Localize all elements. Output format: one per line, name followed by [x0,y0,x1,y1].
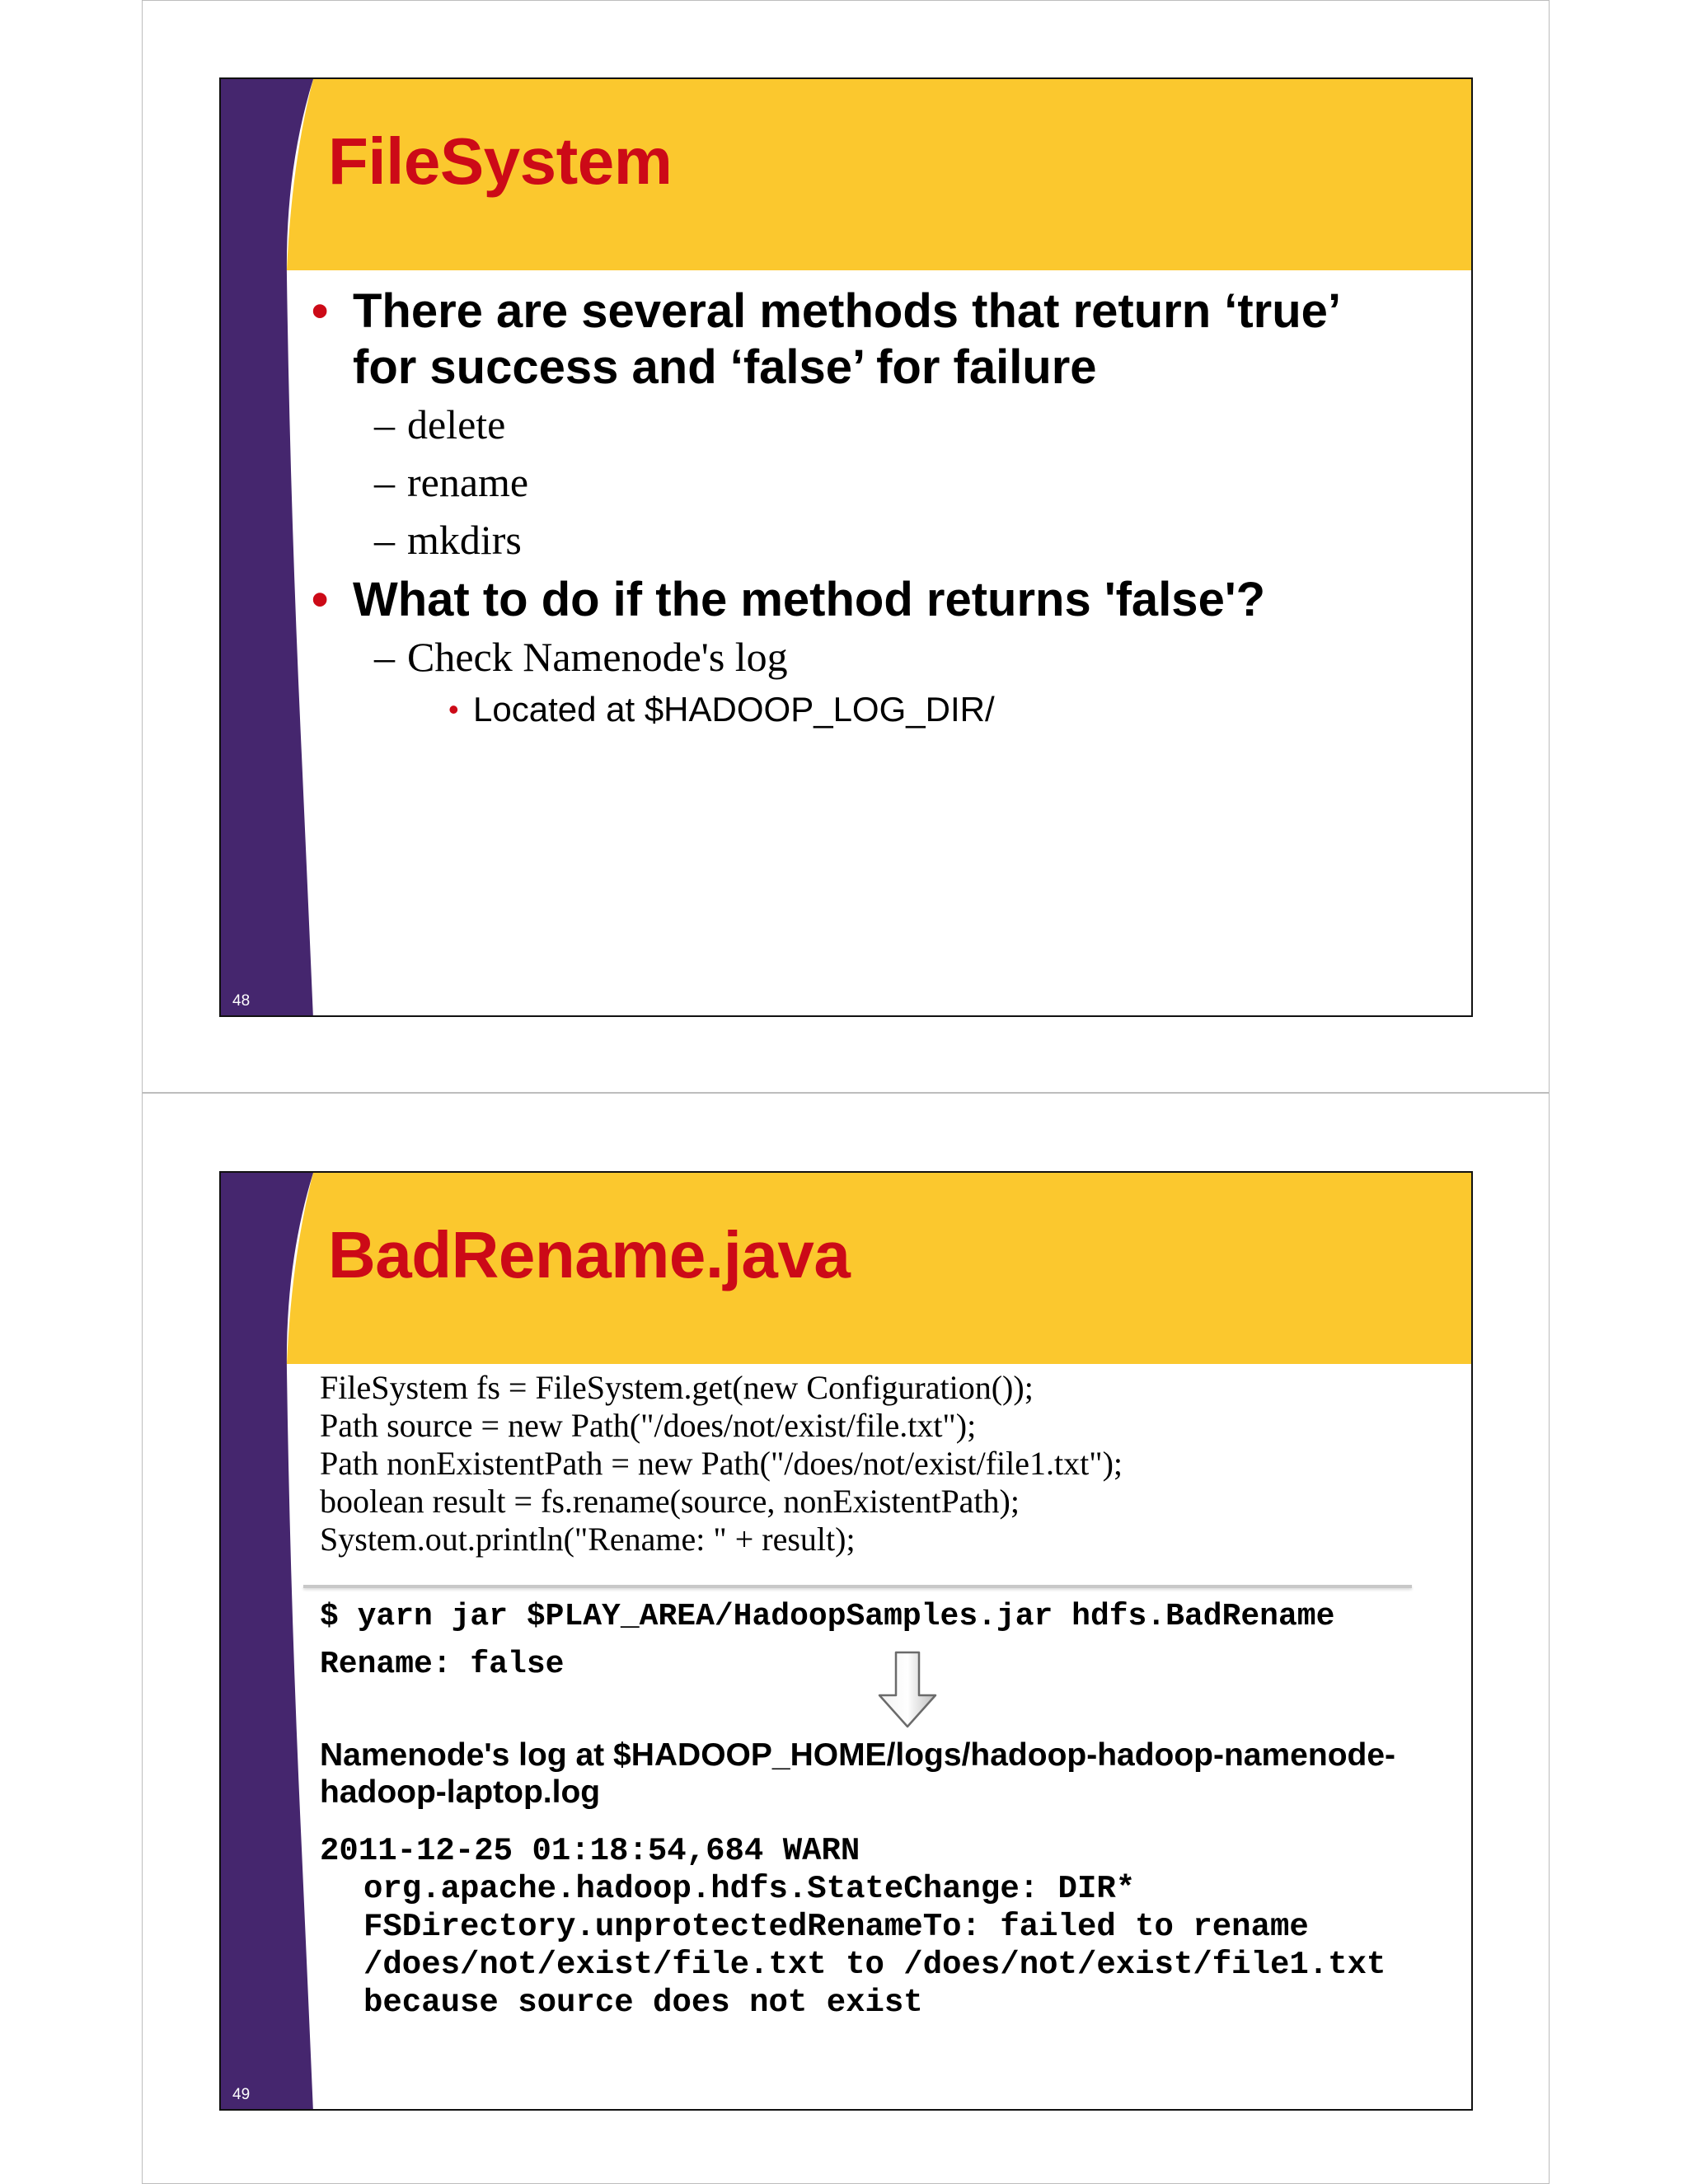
sub-bullet-mkdirs: – mkdirs [374,517,522,563]
slide-49 [219,1171,1473,2111]
log-line: 2011-12-25 01:18:54,684 WARN [320,1833,860,1869]
code-line: FileSystem fs = FileSystem.get(new Configuration()); [320,1369,1034,1406]
code-line: boolean result = fs.rename(source, nonExistentPath); [320,1483,1020,1520]
slide-title: FileSystem [328,124,673,198]
bullet-2-text: What to do if the method returns 'false'? [353,573,1266,626]
log-line: FSDirectory.unprotectedRenameTo: failed to rename [363,1909,1309,1945]
namenode-log [320,1832,1386,2022]
command-output: Rename: false [320,1647,565,1682]
java-code [320,1369,1123,1558]
code-line: Path nonExistentPath = new Path("/does/not/exist/file1.txt"); [320,1445,1123,1482]
log-line: org.apache.hadoop.hdfs.StateChange: DIR* [363,1871,1136,1907]
code-line: Path source = new Path("/does/not/exist/file.txt"); [320,1407,977,1444]
log-line: /does/not/exist/file.txt to /does/not/exist/file1.txt [363,1947,1386,1983]
sub-bullet-delete: – delete [374,401,506,448]
log-line: because source does not exist [363,1985,923,2021]
bullet-dot: • [312,573,329,626]
sub-bullet-rename: – rename [374,459,529,505]
slide-title: BadRename.java [328,1218,851,1291]
bullet-dot: • [312,284,329,338]
separator [303,1585,1412,1588]
bullet-1 [303,284,1447,396]
slide-content [303,284,1447,733]
bullet-2 [303,572,1447,628]
command-line: $ yarn jar $PLAY_AREA/HadoopSamples.jar hdfs.BadRename [320,1599,1335,1634]
bullet-1-line1: There are several methods that return ‘true’ [353,284,1342,338]
sub-bullet-check-log: – Check Namenode's log [374,634,788,680]
log-location-note: Namenode's log at $HADOOP_HOME/logs/hadoop-hadoop-namenode- hadoop-laptop.log [320,1737,1396,1810]
slide-number: 49 [232,2086,251,2103]
code-line: System.out.println("Rename: " + result); [320,1521,856,1558]
bullet-1-line2: for success and ‘false’ for failure [353,340,1097,394]
sub-sub-bullet-location: • Located at $HADOOP_LOG_DIR/ [448,690,995,729]
slide-number: 48 [232,992,251,1010]
down-arrow-icon [876,1651,939,1730]
slide-48 [219,77,1473,1017]
